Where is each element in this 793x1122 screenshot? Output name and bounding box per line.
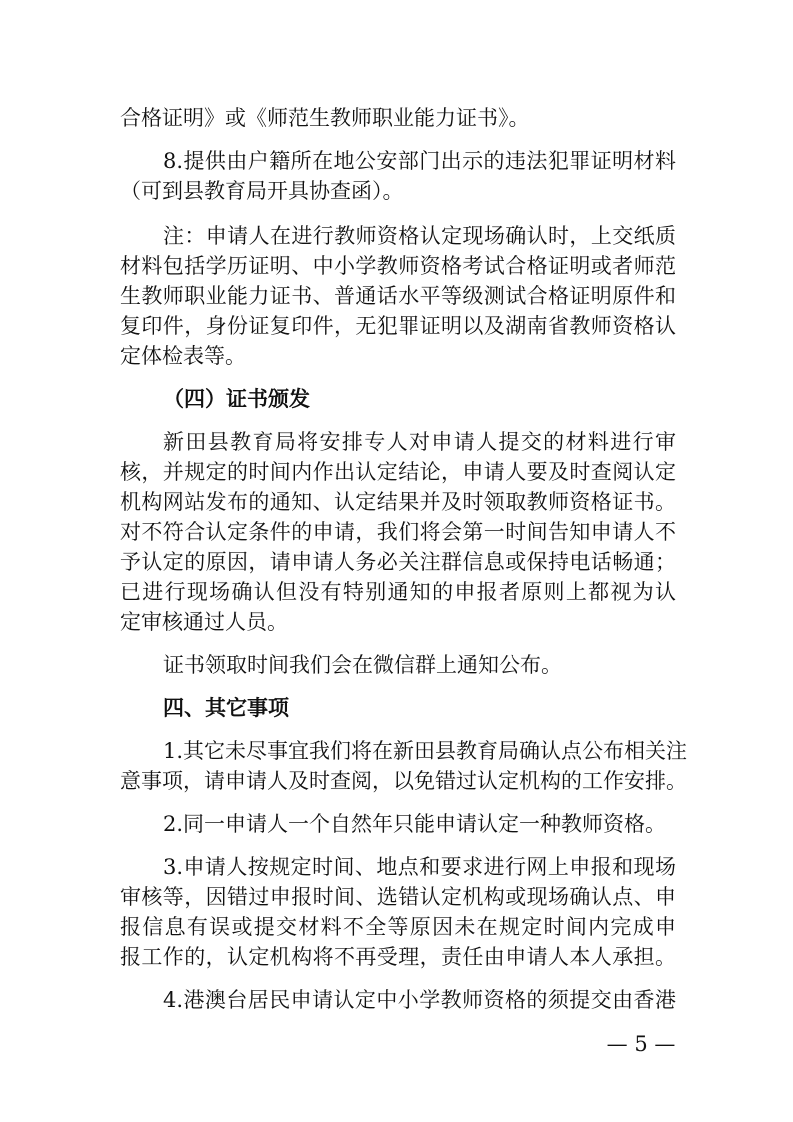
certificate-paragraph-line-3: 机构网站发布的通知、认定结果并及时领取教师资格证书。 bbox=[120, 490, 676, 514]
item-2-line-1: 2.同一申请人一个自然年只能申请认定一种教师资格。 bbox=[163, 812, 667, 836]
note-line-4: 复印件，身份证复印件，无犯罪证明以及湖南省教师资格认 bbox=[120, 314, 676, 338]
certificate-paragraph-line-2: 核，并规定的时间内作出认定结论，申请人要及时查阅认定 bbox=[120, 460, 676, 484]
item-3-line-4: 报工作的，认定机构将不再受理，责任由申请人本人承担。 bbox=[120, 945, 676, 969]
certificate-paragraph-line-5: 予认定的原因，请申请人务必关注群信息或保持电话畅通； bbox=[120, 550, 676, 574]
note-line-2: 材料包括学历证明、中小学教师资格考试合格证明或者师范 bbox=[120, 254, 676, 278]
item-1-line-1: 1.其它未尽事宜我们将在新田县教育局确认点公布相关注 bbox=[163, 739, 688, 763]
certificate-paragraph-line-1: 新田县教育局将安排专人对申请人提交的材料进行审 bbox=[163, 430, 676, 454]
item-3-line-2: 审核等，因错过申报时间、选错认定机构或现场确认点、申 bbox=[120, 885, 676, 909]
note-line-5: 定体检表等。 bbox=[120, 344, 246, 368]
certificate-pickup-notice: 证书领取时间我们会在微信群上通知公布。 bbox=[163, 653, 562, 677]
item-4-line-1: 4.港澳台居民申请认定中小学教师资格的须提交由香港 bbox=[163, 988, 676, 1012]
paragraph-continuation-line: 合格证明》或《师范生教师职业能力证书》。 bbox=[120, 106, 530, 130]
note-line-1: 注：申请人在进行教师资格认定现场确认时，上交纸质 bbox=[163, 224, 676, 248]
section-heading-other-matters: 四、其它事项 bbox=[163, 695, 289, 720]
certificate-paragraph-line-7: 定审核通过人员。 bbox=[120, 610, 288, 634]
item-3-line-3: 报信息有误或提交材料不全等原因未在规定时间内完成申 bbox=[120, 915, 676, 939]
certificate-paragraph-line-4: 对不符合认定条件的申请，我们将会第一时间告知申请人不 bbox=[120, 520, 676, 544]
note-line-3: 生教师职业能力证书、普通话水平等级测试合格证明原件和 bbox=[120, 284, 676, 308]
item-8-line-1: 8.提供由户籍所在地公安部门出示的违法犯罪证明材料 bbox=[163, 149, 676, 173]
section-heading-certificate: （四）证书颁发 bbox=[163, 386, 310, 411]
item-1-line-2: 意事项，请申请人及时查阅，以免错过认定机构的工作安排。 bbox=[120, 769, 687, 793]
item-3-line-1: 3.申请人按规定时间、地点和要求进行网上申报和现场 bbox=[163, 855, 676, 879]
item-8-line-2: （可到县教育局开具协查函）。 bbox=[120, 179, 404, 203]
page-number: — 5 — bbox=[606, 1032, 676, 1056]
certificate-paragraph-line-6: 已进行现场确认但没有特别通知的申报者原则上都视为认 bbox=[120, 580, 676, 604]
